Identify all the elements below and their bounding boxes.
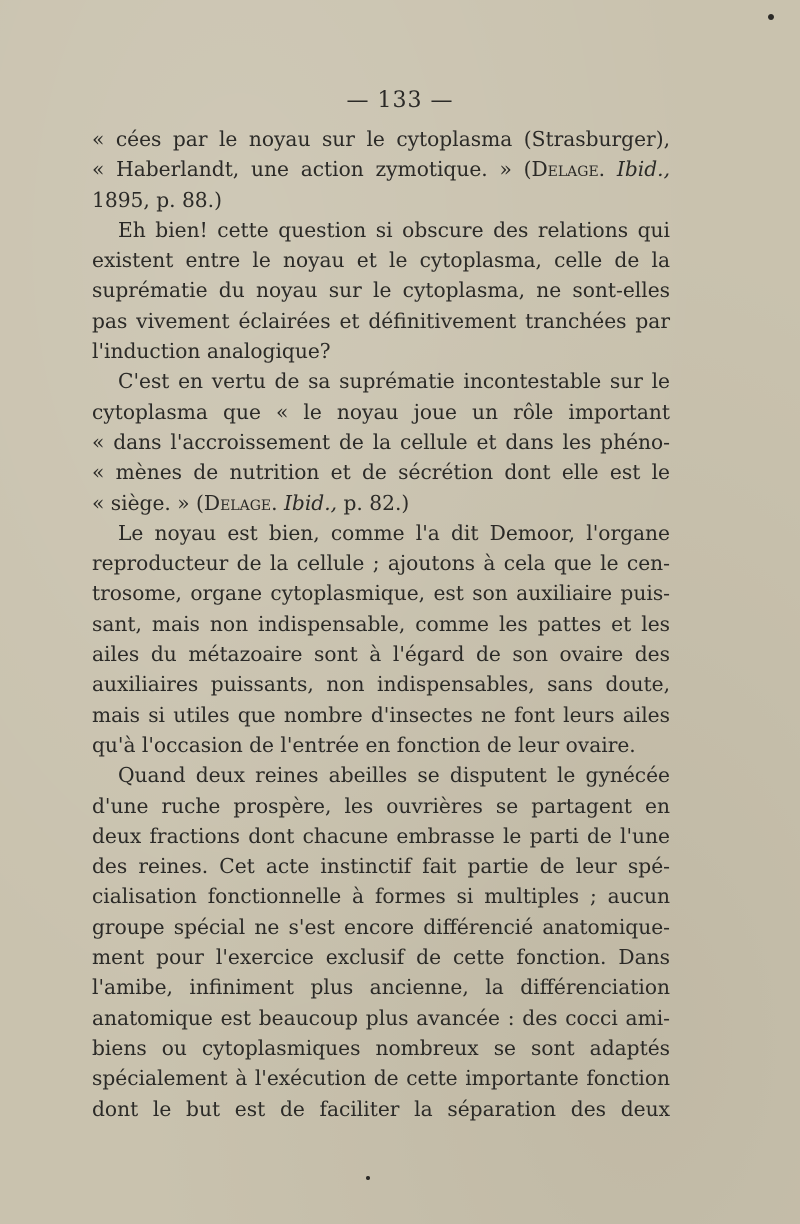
- text-line: « mènes de nutrition et de sécrétion dont elle est le: [92, 460, 670, 485]
- ink-speck: [768, 14, 774, 20]
- text-line: reproducteur de la cellule ; ajoutons à cela que le cen-: [92, 551, 670, 576]
- citation-ibid: Ibid.,: [283, 490, 338, 515]
- text-line: anatomique est beaucoup plus avancée : des cocci ami-: [92, 1005, 670, 1030]
- text-fragment: « siège. » (: [92, 490, 204, 515]
- text-line: pas vivement éclairées et définitivement tranchées par: [92, 308, 670, 333]
- text-line: dont le but est de faciliter la séparation des deux: [92, 1096, 670, 1121]
- paragraph-start: Eh bien! cette question si obscure des relations qui: [118, 217, 670, 242]
- citation-page: p. 82.): [337, 490, 410, 515]
- text-line: biens ou cytoplasmiques nombreux se sont adaptés: [92, 1035, 670, 1060]
- text-line: des reines. Cet acte instinctif fait partie de leur spé-: [92, 854, 670, 879]
- text-line: ailes du métazoaire sont à l'égard de son ovaire des: [92, 642, 670, 667]
- text-line: auxiliaires puissants, non indispensables, sans doute,: [92, 672, 670, 697]
- text-line: [92, 488, 670, 518]
- text-line: « dans l'accroissement de la cellule et dans les phéno-: [92, 429, 670, 454]
- paragraph-start: C'est en vertu de sa suprématie incontestable sur le: [118, 369, 670, 394]
- text-line: « cées par le noyau sur le cytoplasma (Strasburger),: [92, 127, 670, 151]
- text-line: 1895, p. 88.): [92, 187, 222, 212]
- text-line: l'amibe, infiniment plus ancienne, la différenciation: [92, 975, 670, 1000]
- citation-author: Delage.: [203, 490, 278, 515]
- citation-author: Delage.: [531, 157, 606, 182]
- page-number: — 133 —: [346, 88, 454, 113]
- text-line: sant, mais non indispensable, comme les pattes et les: [92, 611, 670, 636]
- text-line: d'une ruche prospère, les ouvrières se partagent en: [92, 793, 670, 818]
- text-line: existent entre le noyau et le cytoplasma, celle de la: [92, 248, 670, 273]
- text-line: qu'à l'occasion de l'entrée en fonction de leur ovaire.: [92, 732, 636, 757]
- paragraph-start: Quand deux reines abeilles se disputent le gynécée: [118, 763, 670, 788]
- text-line: cytoplasma que « le noyau joue un rôle important: [92, 399, 670, 424]
- body-text: [92, 124, 670, 1124]
- text-line: l'induction analogique?: [92, 339, 331, 364]
- citation-ibid: Ibid.,: [616, 157, 670, 182]
- paragraph-start: Le noyau est bien, comme l'a dit Demoor, l'organe: [118, 520, 670, 545]
- text-line: groupe spécial ne s'est encore différencié anatomique-: [92, 914, 670, 939]
- text-line: spécialement à l'exécution de cette importante fonction: [92, 1066, 670, 1091]
- ink-speck: [366, 1176, 370, 1180]
- text-line: suprématie du noyau sur le cytoplasma, ne sont-elles: [92, 278, 670, 303]
- text-line: mais si utiles que nombre d'insectes ne font leurs ailes: [92, 702, 670, 727]
- text-fragment: « Haberlandt, une action zymotique. » (: [92, 157, 532, 182]
- text-line: ment pour l'exercice exclusif de cette fonction. Dans: [92, 945, 670, 970]
- text-line: [92, 154, 670, 184]
- text-line: deux fractions dont chacune embrasse le parti de l'une: [92, 823, 670, 848]
- text-line: trosome, organe cytoplasmique, est son auxiliaire puis-: [92, 581, 670, 606]
- text-line: cialisation fonctionnelle à formes si multiples ; aucun: [92, 884, 670, 909]
